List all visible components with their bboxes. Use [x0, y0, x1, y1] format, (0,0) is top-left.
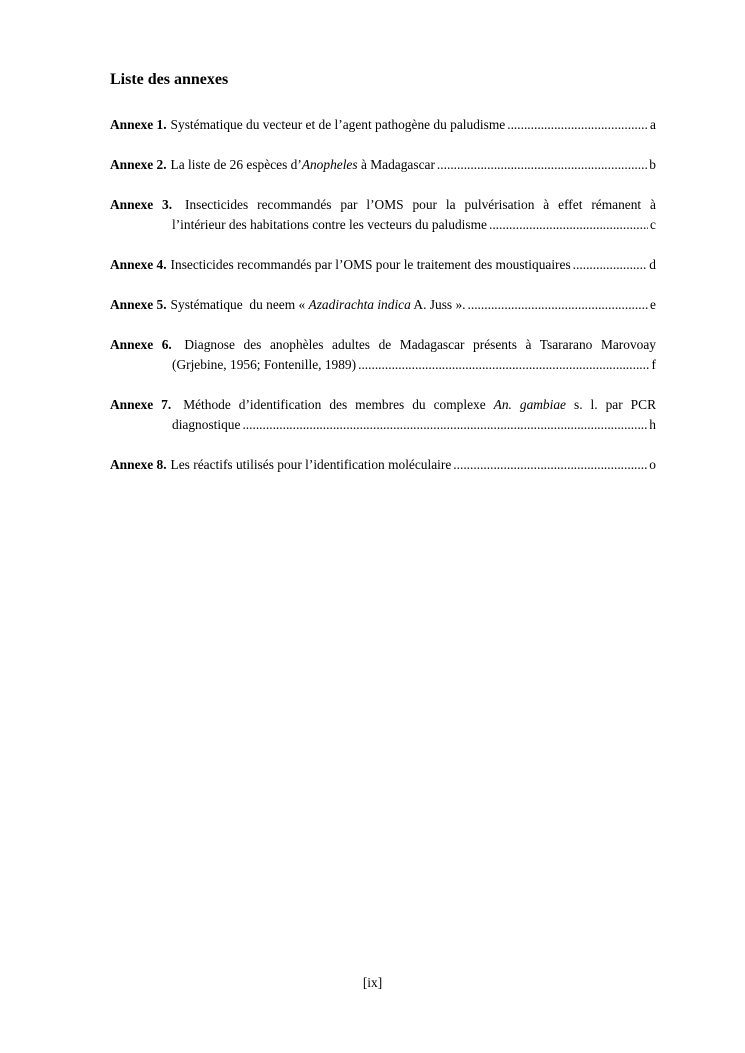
dot-leader [507, 115, 648, 135]
annex-page-ref: e [650, 297, 656, 312]
annex-entry-5[interactable] [110, 295, 656, 315]
dot-leader [468, 295, 649, 315]
page-title: Liste des annexes [110, 71, 229, 88]
annex-title-line-2: l’intérieur des habitations contre les vecteurs du paludisme [172, 217, 487, 232]
dot-leader [453, 455, 647, 475]
annex-label: Annexe 8. [110, 457, 167, 472]
annex-entry-4[interactable] [110, 255, 656, 275]
dot-leader [573, 255, 648, 275]
species-name: Anopheles [301, 157, 358, 172]
dot-leader [489, 215, 648, 235]
annex-label: Annexe 1. [110, 117, 167, 132]
page-number: [ix] [362, 975, 383, 990]
annex-label: Annexe 3. [110, 197, 173, 212]
annex-page-ref: f [651, 357, 656, 372]
annex-title: Systématique du neem « Azadirachta indica A. Juss ». [170, 297, 466, 312]
annex-title-line-1: Insecticides recommandés par l’OMS pour la pulvérisation à effet rémanent à [185, 197, 656, 212]
annex-entry-8[interactable] [110, 455, 656, 475]
annex-label: Annexe 2. [110, 157, 167, 172]
annex-page-ref: b [649, 157, 656, 172]
annex-entry-1[interactable] [110, 115, 656, 135]
annex-title: Les réactifs utilisés pour l’identification moléculaire [170, 457, 452, 472]
annex-title-line-1: Méthode d’identification des membres du complexe An. gambiae s. l. par PCR [183, 397, 656, 412]
species-name: An. gambiae [493, 397, 566, 412]
annex-page-ref: o [649, 457, 656, 472]
annex-title: Insecticides recommandés par l’OMS pour le traitement des moustiquaires [170, 257, 571, 272]
annex-entry-3[interactable] [110, 195, 656, 235]
annex-label: Annexe 6. [110, 337, 172, 352]
annex-label: Annexe 5. [110, 297, 167, 312]
annex-entry-6[interactable] [110, 335, 656, 375]
annex-title: Systématique du vecteur et de l’agent pathogène du paludisme [170, 117, 506, 132]
annex-entry-2[interactable] [110, 155, 656, 175]
annex-label: Annexe 4. [110, 257, 167, 272]
dot-leader [437, 155, 647, 175]
dot-leader [242, 415, 647, 435]
dot-leader [358, 355, 649, 375]
annex-title-line-1: Diagnose des anophèles adultes de Madagascar présents à Tsararano Marovoay [184, 337, 656, 352]
annex-title-line-2: diagnostique [172, 417, 241, 432]
annex-page-ref: d [649, 257, 656, 272]
annex-label: Annexe 7. [110, 397, 172, 412]
annex-title: La liste de 26 espèces d’Anopheles à Madagascar [170, 157, 435, 172]
species-name: Azadirachta indica [308, 297, 411, 312]
annex-entry-7[interactable] [110, 395, 656, 435]
annex-page-ref: c [650, 217, 656, 232]
annex-page-ref: a [650, 117, 656, 132]
annex-page-ref: h [649, 417, 656, 432]
annex-title-line-2: (Grjebine, 1956; Fontenille, 1989) [172, 357, 357, 372]
annex-list [110, 115, 656, 495]
